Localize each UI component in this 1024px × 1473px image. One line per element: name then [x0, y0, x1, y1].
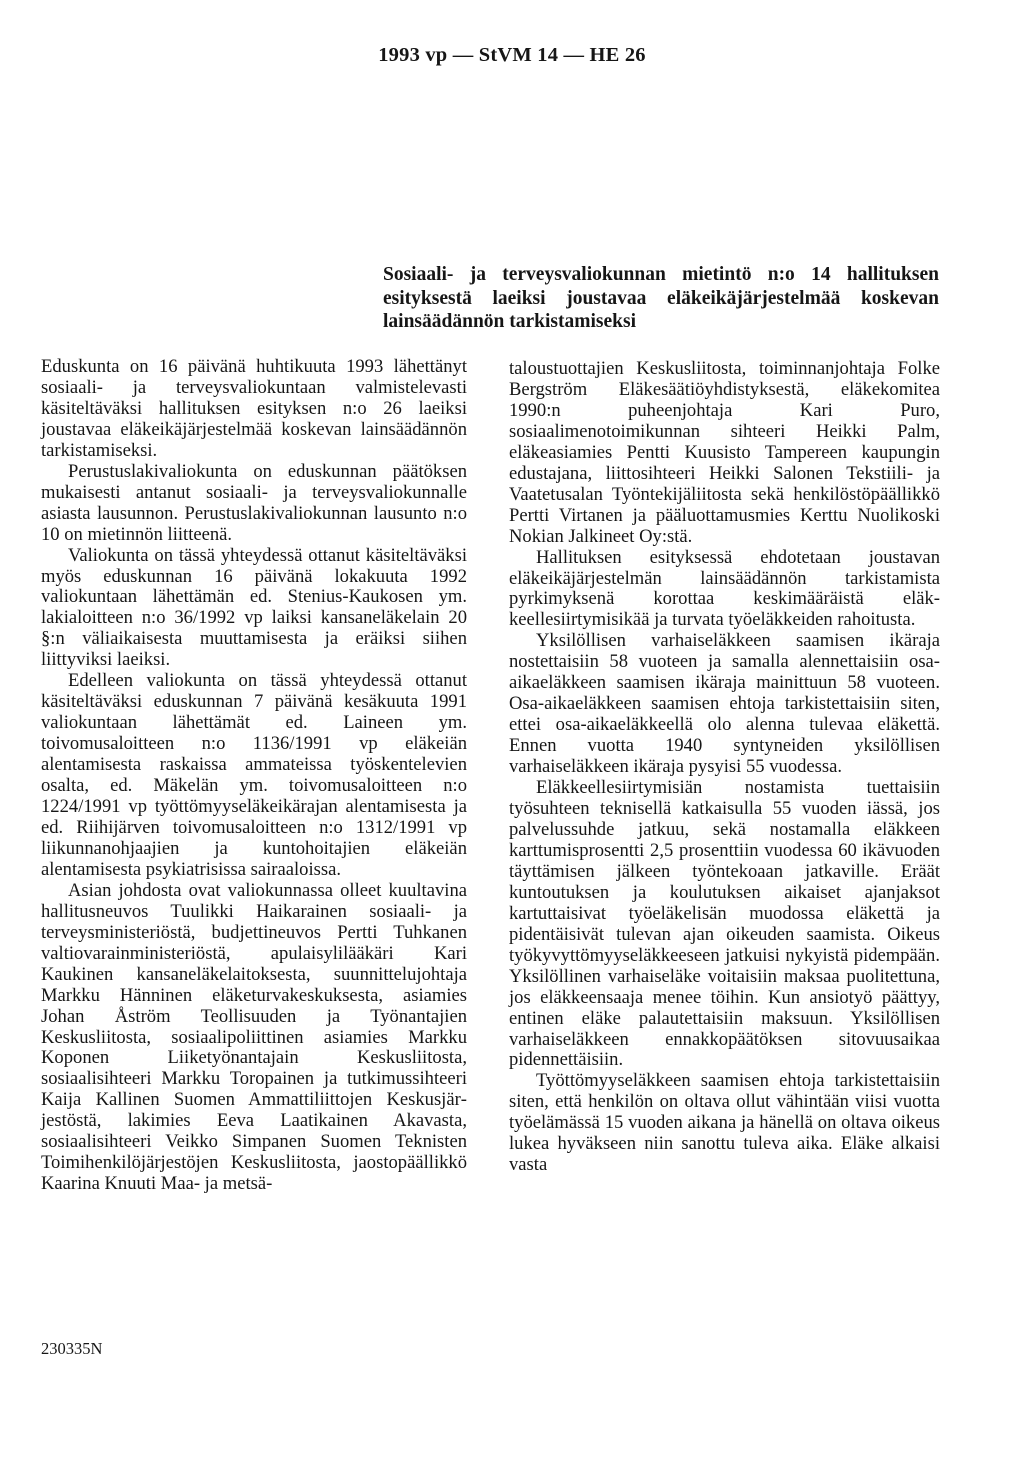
paragraph: Yksilöllisen varhaiseläkkeen saamisen ikäraja nostettaisiin 58 vuoteen ja samalla alennettaisiin osa-aikaeläkkeen saamisen ikäraja mainittuun 58 vuoteen. Osa-aikaeläkkeen saamisen ehtoja tarkistettaisiin siten, ettei osa-aikaeläkkeellä olo alenna tulevaa eläkettä. Ennen vuotta 1940 syntyneiden yksilöllisen varhaiseläkkeen ikäraja pysyisi 55 vuodessa.	[509, 630, 940, 778]
paragraph: Asian johdosta ovat valiokunnassa olleet kuultavina hallitusneuvos Tuulikki Haikarainen sosiaali- ja terveysministeriöstä, budjettineuvos Pertti Tuhkanen valtiovarainministeriöstä, apulaisylilääkäri Kari Kaukinen kansaneläkelaitoksesta, suunnittelujohtaja Markku Hänninen eläketurvakeskuksesta, asiamies Johan Åström Teollisuuden ja Työnantajien Keskusliitosta, sosiaalipoliittinen asiamies Markku Koponen Liiketyönantajain Keskusliitosta, sosiaalisihteeri Markku Toropainen ja tutkimussihteeri Kaija Kallinen Suomen Ammattiliittojen Keskusjärjestöstä, lakimies Eeva Laatikainen Akavasta, sosiaalisihteeri Veikko Simpanen Suomen Teknisten Toimihenkilöjärjestöjen Keskusliitosta, jaostopäällikkö Kaarina Knuuti Maa- ja metsä-	[41, 879, 467, 1195]
page-header: 1993 vp — StVM 14 — HE 26	[378, 44, 646, 66]
paragraph: Eduskunta on 16 päivänä huhtikuuta 1993 lähettänyt sosiaali- ja terveysvaliokuntaan valmistelevasti käsiteltäväksi hallituksen esityksen n:o 26 laeiksi joustavaa eläkeikäjärjestelmää koskevan lainsäädännön tarkistamiseksi.	[41, 356, 467, 461]
paragraph: Työttömyyseläkkeen saamisen ehtoja tarkistettaisiin siten, että henkilön on oltava ollut vähintään viisi vuotta työelämässä 15 vuoden aikana ja hänellä on oltava oikeus lukea hyväkseen niin sanottu tuleva aika. Eläke alkaisi vasta	[509, 1070, 940, 1176]
paragraph: Edelleen valiokunta on tässä yhteydessä ottanut käsiteltäväksi eduskunnan 7 päivänä kesäkuuta 1991 valiokuntaan lähettämät ed. Laineen ym. toivomusaloitteen n:o 1136/1991 vp eläkeiän alentamisesta raskaissa ammateissa työskentelevien osalta, ed. Mäkelän ym. toivomusaloitteen n:o 1224/1991 vp työttömyyseläkeikärajan alentamisesta ja ed. Riihijärven toivomusaloitteen n:o 1312/1991 vp liikunnanohjaajien ja kuntohoitajien eläkeiän alentamisesta psykiatrisissa sairaaloissa.	[41, 670, 467, 880]
paragraph: Valiokunta on tässä yhteydessä ottanut käsiteltäväksi myös eduskunnan 16 päivänä lokakuuta 1992 valiokuntaan lähettämän ed. Stenius-Kaukosen ym. lakialoitteen n:o 36/1992 vp laiksi kansaneläkelain 20 §:n väliaikaisesta muuttamisesta ja eräiksi siihen liittyviksi laeiksi.	[41, 544, 467, 671]
document-title: Sosiaali- ja terveysvaliokunnan mietintö n:o 14 hallituksen esityksestä laeiksi joustavaa eläkeikäjärjestelmää koskevan lainsäädännön tarkistamiseksi	[383, 264, 939, 332]
left-column	[41, 357, 467, 1195]
print-code: 230335N	[41, 1339, 103, 1358]
paragraph: Hallituksen esityksessä ehdotetaan joustavan eläkeikäjärjestelmän lainsäädännön tarkistamista pyrkimyksenä korottaa keskimääräistä eläkkeellesiirtymisikää ja turvata työeläkkeiden rahoitusta.	[509, 546, 940, 631]
paragraph: Eläkkeellesiirtymisiän nostamista tuettaisiin työsuhteen teknisellä katkaisulla 55 vuoden iässä, jos palvelussuhde jatkuu, sekä nostamalla eläkkeen karttumisprosentti 2,5 prosenttiin vuodessa 60 ikävuoden täyttämisen jälkeen työntekoaan jatkaville. Eräät kuntoutuksen ja koulutuksen aikaiset ajanjaksot kartuttaisivat työeläkelisän muodossa eläkettä ja pidentäisivät tulevan ajan oikeuden saamista. Oikeus työkyvyttömyyseläkkeeseen jatkuisi nykyistä pidempään. Yksilöllinen varhaiseläke voitaisiin maksaa puolitettuna, jos eläkkeensaaja menee töihin. Kun ansiotyö päättyy, entinen eläke palautettaisiin maksuun. Yksilöllisen varhaiseläkkeen ennakkopäätöksen sitovuusaikaa pidennettäisiin.	[509, 777, 940, 1071]
paragraph: taloustuottajien Keskusliitosta, toiminnanjohtaja Folke Bergström Eläkesäätiöyhdistyksestä, eläkekomitea 1990:n puheenjohtaja Kari Puro, sosiaalimenotoimikunnan sihteeri Heikki Palm, eläkeasiamies Pentti Kuusisto Tampereen kaupungin edustajana, liittosihteeri Heikki Salonen Tekstiili- ja Vaatetusalan Työntekijäliitosta sekä henkilöstöpäällikkö Pertti Virtanen ja pääluottamusmies Kerttu Nuolikoski Nokian Jalkineet Oy:stä.	[509, 358, 940, 547]
paragraph: Perustuslakivaliokunta on eduskunnan päätöksen mukaisesti antanut sosiaali- ja terveysvaliokunnalle asiasta lausunnon. Perustuslakivaliokunnan lausunto n:o 10 on mietinnön liitteenä.	[41, 460, 467, 545]
right-column	[509, 359, 940, 1176]
